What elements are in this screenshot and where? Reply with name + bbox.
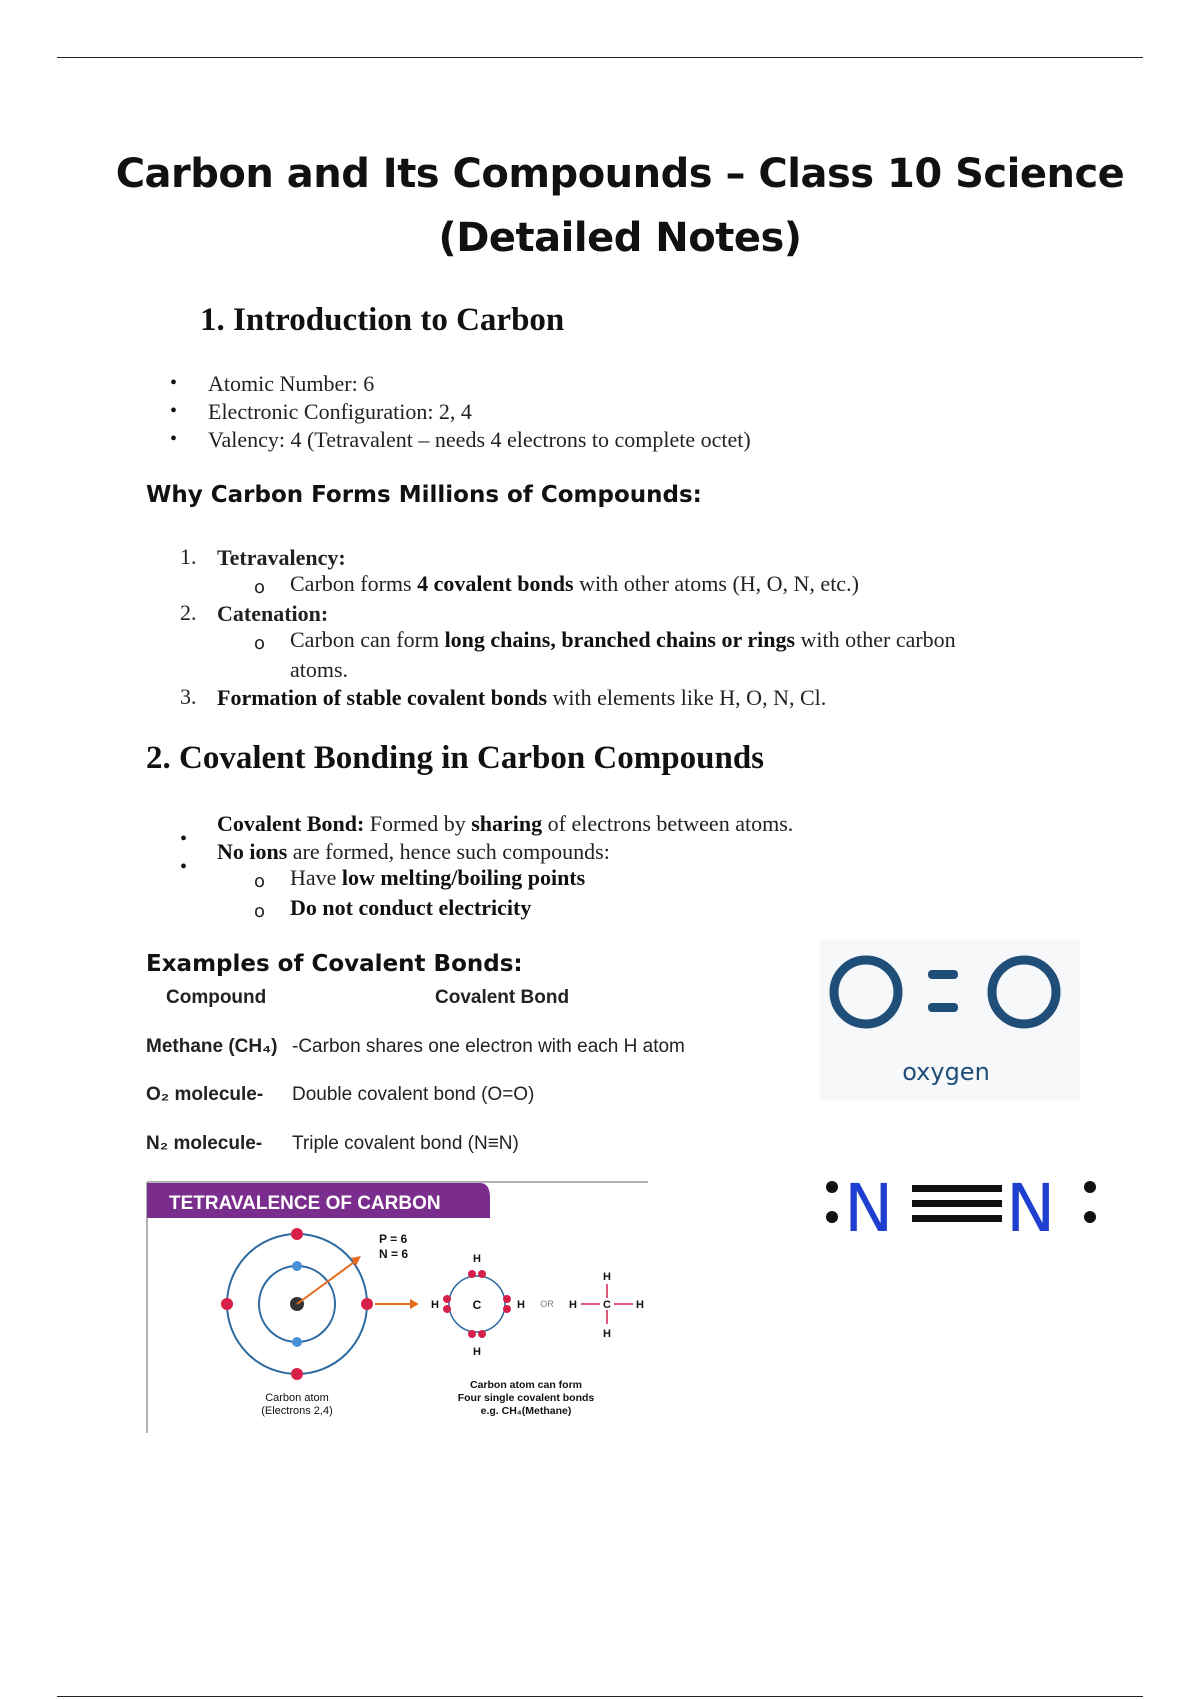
or-label: OR <box>540 1299 554 1309</box>
shared-electron <box>468 1330 476 1338</box>
table-header-covalent-bond: Covalent Bond <box>435 987 570 1008</box>
figure-banner-text: TETRAVALENCE OF CARBON <box>169 1193 441 1214</box>
shared-electron <box>503 1295 511 1303</box>
sub-bullet-marker: o <box>254 871 266 892</box>
table-header-compound: Compound <box>166 987 267 1008</box>
shared-electron <box>443 1305 451 1313</box>
list-number: 1. <box>180 544 197 569</box>
sub-low-melting: Have low melting/boiling points <box>290 865 586 890</box>
lone-pair-dot <box>1084 1211 1096 1223</box>
table-cell-bond: Double covalent bond (O=O) <box>292 1084 535 1105</box>
valence-electron <box>361 1298 373 1310</box>
why-carbon-heading: Why Carbon Forms Millions of Compounds: <box>146 482 702 508</box>
atom-caption-line2: (Electrons 2,4) <box>261 1405 333 1417</box>
double-bond-line-top <box>928 970 958 979</box>
struct-h-right: H <box>636 1299 644 1311</box>
bullet-valency: Valency: 4 (Tetravalent – needs 4 electrons to complete octet) <box>208 427 751 452</box>
list-number: 3. <box>180 684 197 709</box>
shared-electron <box>478 1330 486 1338</box>
struct-h-top: H <box>603 1271 611 1283</box>
sub-no-conduct: Do not conduct electricity <box>290 895 532 920</box>
lone-pair-dot <box>826 1181 838 1193</box>
triple-bond-line-1 <box>912 1185 1002 1192</box>
methane-caption-line2: Four single covalent bonds <box>457 1392 595 1404</box>
table-cell-bond: -Carbon shares one electron with each H atom <box>292 1036 685 1057</box>
bullet-no-ions: No ions are formed, hence such compounds: <box>217 839 610 864</box>
methane-h-bottom: H <box>473 1346 481 1358</box>
valence-electron <box>221 1298 233 1310</box>
bullet-dot: • <box>170 400 178 422</box>
reason-tetravalency-detail: Carbon forms 4 covalent bonds with other atoms (H, O, N, etc.) <box>290 571 859 596</box>
shared-electron <box>478 1270 486 1278</box>
section-heading-covalent-bonding: 2. Covalent Bonding in Carbon Compounds <box>146 740 765 776</box>
valence-electron <box>291 1368 303 1380</box>
table-cell-bond: Triple covalent bond (N≡N) <box>292 1133 519 1154</box>
atom-caption-line1: Carbon atom <box>265 1392 329 1404</box>
sub-bullet-marker: o <box>254 901 266 922</box>
methane-carbon: C <box>472 1298 482 1312</box>
struct-carbon: C <box>603 1299 611 1311</box>
struct-h-bottom: H <box>603 1328 611 1340</box>
table-cell-compound: Methane (CH₄) <box>146 1036 278 1057</box>
page-title: Carbon and Its Compounds – Class 10 Science (Detailed Notes) <box>115 151 1125 261</box>
bullet-dot: • <box>170 372 178 394</box>
oxygen-label: oxygen <box>902 1058 990 1086</box>
table-cell-compound: O₂ molecule- <box>146 1084 264 1105</box>
methane-h-top: H <box>473 1253 481 1265</box>
nitrogen-right-symbol: N <box>1006 1170 1056 1245</box>
reason-catenation-title: Catenation: <box>217 601 329 626</box>
bullet-atomic-number: Atomic Number: 6 <box>208 371 375 396</box>
shared-electron <box>468 1270 476 1278</box>
reason-stable-bonds: Formation of stable covalent bonds with elements like H, O, N, Cl. <box>217 685 827 710</box>
examples-heading: Examples of Covalent Bonds: <box>146 951 523 977</box>
triple-bond-line-2 <box>912 1200 1002 1207</box>
bottom-rule <box>57 1696 1143 1697</box>
methane-h-left: H <box>431 1299 439 1311</box>
valence-electron <box>291 1228 303 1240</box>
reason-catenation-detail-cont: atoms. <box>290 657 349 682</box>
struct-h-left: H <box>569 1299 577 1311</box>
table-cell-compound: N₂ molecule- <box>146 1133 263 1154</box>
list-number: 2. <box>180 600 197 625</box>
lone-pair-dot <box>1084 1181 1096 1193</box>
section-heading-introduction: 1. Introduction to Carbon <box>200 302 565 338</box>
bullet-dot: • <box>180 828 188 850</box>
inner-electron <box>292 1337 302 1347</box>
double-bond-line-bottom <box>928 1003 958 1012</box>
shared-electron <box>503 1305 511 1313</box>
bullet-covalent-bond: Covalent Bond: Formed by sharing of electrons between atoms. <box>217 811 794 836</box>
bullet-electronic-configuration: Electronic Configuration: 2, 4 <box>208 399 472 424</box>
nitrogen-lewis-figure <box>820 1165 1110 1245</box>
triple-bond-line-3 <box>912 1215 1002 1222</box>
lone-pair-dot <box>826 1211 838 1223</box>
reason-tetravalency-title: Tetravalency: <box>217 545 346 570</box>
nitrogen-left-symbol: N <box>844 1170 894 1245</box>
proton-count: P = 6 <box>379 1232 408 1246</box>
sub-bullet-marker: o <box>254 577 266 598</box>
shared-electron <box>443 1295 451 1303</box>
reason-catenation-detail: Carbon can form long chains, branched chains or rings with other carbon <box>290 627 956 652</box>
methane-h-right: H <box>517 1299 525 1311</box>
inner-electron <box>292 1261 302 1271</box>
tetravalence-figure <box>145 1180 650 1435</box>
sub-bullet-marker: o <box>254 633 266 654</box>
neutron-count: N = 6 <box>379 1247 409 1261</box>
methane-caption-line1: Carbon atom can form <box>469 1379 583 1391</box>
bullet-dot: • <box>170 428 178 450</box>
bullet-dot: • <box>180 856 188 878</box>
top-rule <box>57 57 1143 58</box>
oxygen-lewis-figure <box>820 940 1080 1100</box>
methane-caption-line3: e.g. CH₄(Methane) <box>480 1405 572 1417</box>
